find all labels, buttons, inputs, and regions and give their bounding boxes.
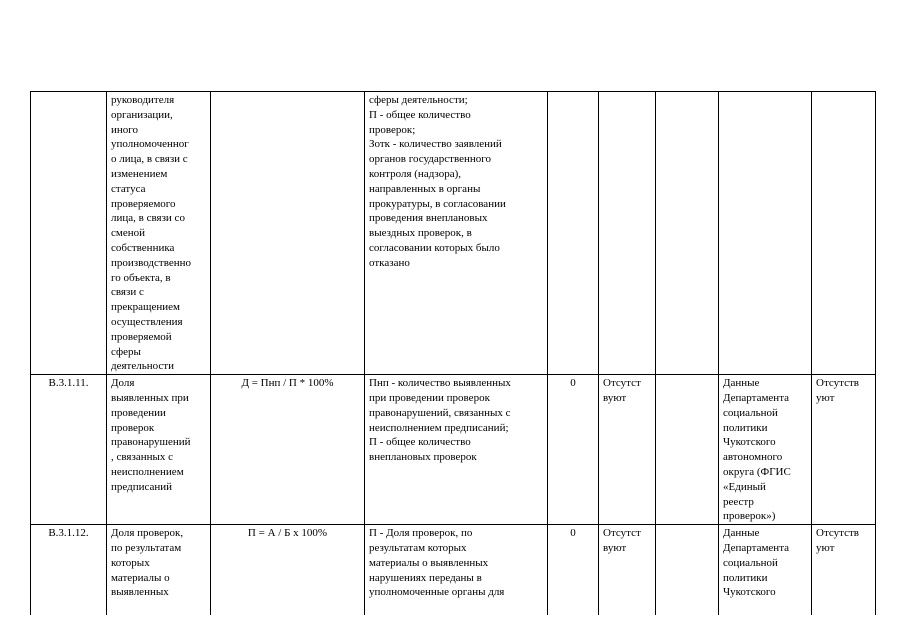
indicator-target [599,92,656,375]
indicator-target: Отсутст вуют [599,375,656,525]
indicator-formula: Д = Пнп / П * 100% [211,375,365,525]
table-row [31,525,876,616]
indicator-source: Данные Департамента социальной политики Чукотского автономного округа (ФГИС «Единый реестр проверок») [719,375,812,525]
table-row [31,92,876,375]
indicator-explanation: Пнп - количество выявленных при проведении проверок правонарушений, связанных с неисполнением предписаний; П - общее количество внеплановых проверок [365,375,548,525]
indicator-name: Доля выявленных при проведении проверок правонарушений , связанных с неисполнением предписаний [107,375,211,525]
indicator-target: Отсутст вуют [599,525,656,616]
table-row [31,375,876,525]
indicator-formula: П = А / Б х 100% [211,525,365,616]
indicators-table [30,91,876,615]
indicator-explanation: сферы деятельности; П - общее количество проверок; Зотк - количество заявлений органов государственного контроля (надзора), направленных в органы прокуратуры, в согласовании проведения внеплановых выездных проверок, в согласовании которых было отказано [365,92,548,375]
indicator-name: Доля проверок, по результатам которых материалы о выявленных [107,525,211,616]
indicator-value: 0 [548,525,599,616]
indicator-code: В.3.1.11. [31,375,107,525]
indicator-code [31,92,107,375]
indicator-value [548,92,599,375]
indicator-extra [656,525,719,616]
indicator-explanation: П - Доля проверок, по результатам которых материалы о выявленных нарушениях переданы в уполномоченные органы для [365,525,548,616]
indicator-extra [656,92,719,375]
indicator-extra [656,375,719,525]
indicator-formula [211,92,365,375]
indicator-source [719,92,812,375]
indicator-value: 0 [548,375,599,525]
indicator-note: Отсутств уют [812,525,876,616]
indicator-source: Данные Департамента социальной политики Чукотского [719,525,812,616]
indicator-name: руководителя организации, иного уполномоченног о лица, в связи с изменением статуса проверяемого лица, в связи со сменой собственника производственно го объекта, в связи с прекращением осуществления проверяемой сферы деятельности [107,92,211,375]
indicator-note: Отсутств уют [812,375,876,525]
indicator-note [812,92,876,375]
indicator-code: В.3.1.12. [31,525,107,616]
